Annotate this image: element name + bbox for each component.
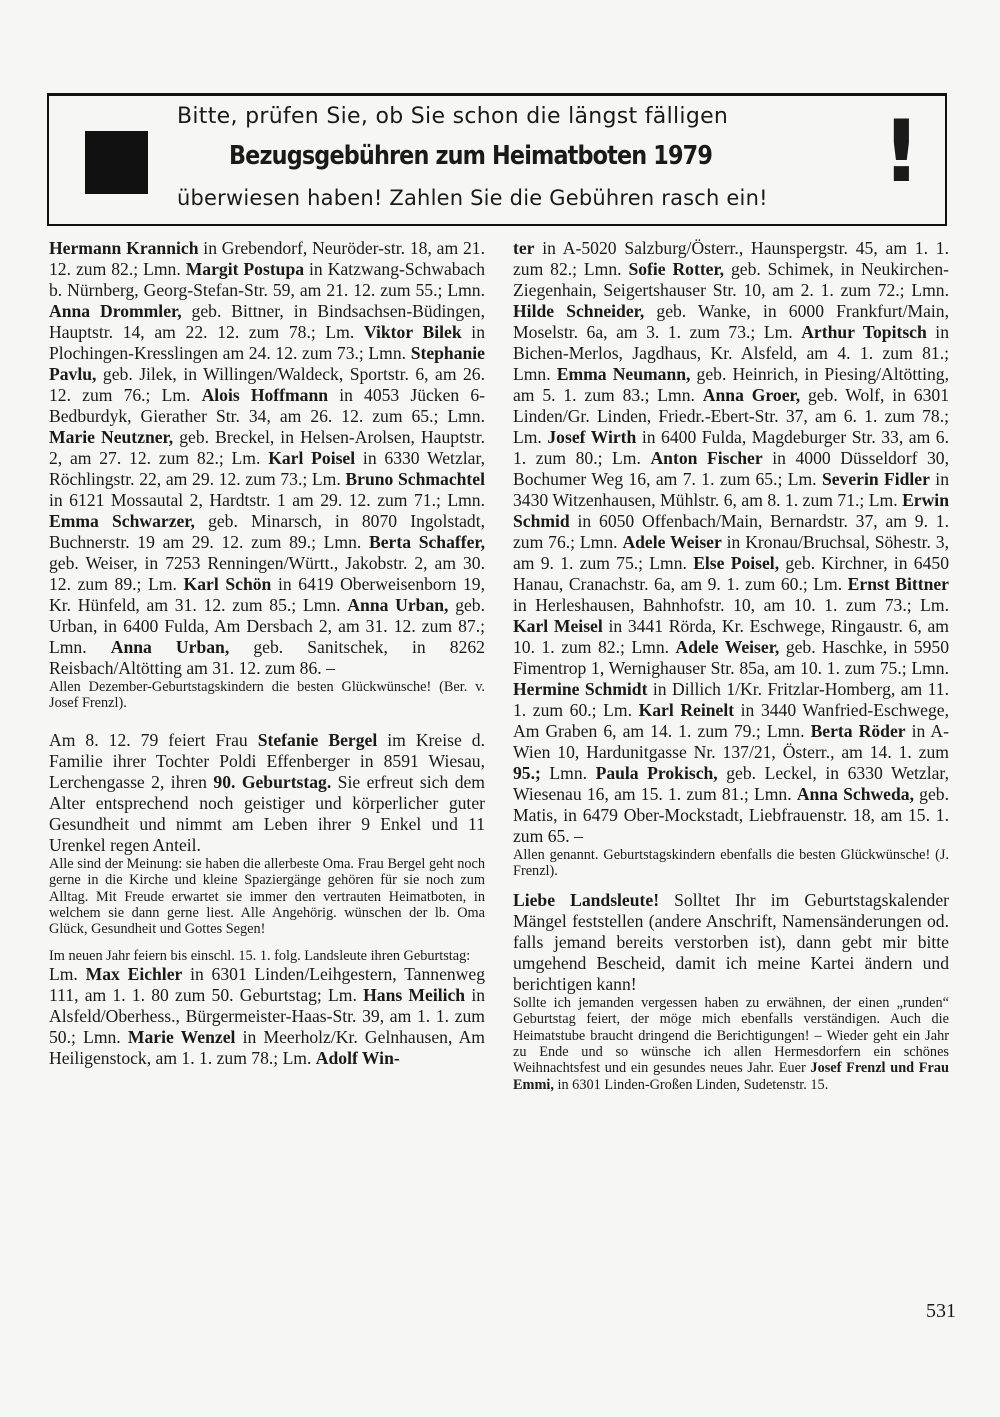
left-column: [49, 238, 485, 1069]
exclamation-mark: !: [881, 102, 921, 202]
name-bold: Adele Weiser: [622, 532, 722, 552]
name-bold: Marie Wenzel: [127, 1027, 236, 1048]
name-bold: Josef Wirth: [547, 427, 637, 447]
name-bold: 90. Geburtstag.: [213, 771, 332, 792]
banner-headline: Bezugsgebühren zum Heimatboten 1979: [229, 141, 713, 171]
name-bold: Hermine Schmidt: [513, 679, 648, 699]
name-bold: Sofie Rotter,: [628, 259, 725, 279]
name-bold: Hilde Schneider,: [513, 301, 645, 321]
name-bold: Max Eichler: [85, 964, 183, 985]
name-bold: Anna Drommler,: [49, 301, 182, 321]
closing-note: Sollte ich jemanden vergessen haben zu erwähnen, der einen „runden“ Geburtstag feiert, der möge mich ebenfalls verständigen. Auch die Heimatstube braucht dringend die Berichtigungen! – Wieder geht ein Jahr zu Ende und so wünsche ich allen Hermesdorfern ein schönes Weihnachtsfest und ein gesundes neues Jahr. Euer Josef Frenzl und Frau Emmi, in 6301 Linden-Großen Linden, Sudetenstr. 15.: [513, 994, 949, 1093]
black-square-mark: [85, 131, 148, 194]
bergel-note: Alle sind der Meinung: sie haben die allerbeste Oma. Frau Bergel geht noch gerne in die Kirche und kleine Spaziergänge gehören für sie noch zum Alltag. Mit Freude erwartet sie immer den vertrauten Heimatboten, in welchem sie dann gerne liest. Alle Angehörig. wünschen der lb. Oma Glück, Gesundheit und Gottes Segen!: [49, 855, 485, 938]
name-bold: Emma Neumann,: [556, 364, 691, 384]
name-bold: Arthur Topitsch: [801, 322, 927, 342]
name-bold: Liebe Landsleute!: [513, 889, 660, 910]
banner-line-1: Bitte, prüfen Sie, ob Sie schon die längst fälligen: [177, 104, 729, 129]
name-bold: Anna Urban,: [110, 637, 230, 657]
name-bold: 95.;: [513, 763, 541, 783]
name-bold: Margit Postupa: [185, 259, 305, 279]
name-bold: Stephanie Pavlu,: [49, 343, 485, 384]
name-bold: Bruno Schmachtel: [345, 469, 485, 489]
december-greeting-note: Allen Dezember-Geburtstagskindern die besten Glückwünsche! (Ber. v. Josef Frenzl).: [49, 679, 485, 712]
name-bold: Josef Frenzl und Frau Emmi,: [513, 1060, 949, 1093]
banner-line-3: überwiesen haben! Zahlen Sie die Gebühren rasch ein!: [177, 186, 768, 210]
name-bold: Emma Schwarzer,: [49, 511, 195, 531]
name-bold: Marie Neutzner,: [49, 427, 174, 447]
appeal-to-countrymen: Liebe Landsleute! Solltet Ihr im Geburtstagskalender Mängel feststellen (andere Anschrift, Namensänderungen od. falls jemand bereits verstorben ist), dann gebt mir bitte umgehend Bescheid, damit ich meine Kartei ändern und berichtigen kann!: [513, 889, 949, 994]
name-bold: Anton Fischer: [650, 448, 763, 468]
name-bold: Karl Schön: [183, 574, 272, 594]
name-bold: Erwin Schmid: [513, 490, 949, 531]
name-bold: Severin Fidler: [821, 469, 930, 489]
name-bold: Berta Schaffer,: [369, 532, 486, 552]
january-greeting-note: Allen genannt. Geburtstagskindern ebenfalls die besten Glückwünsche! (J. Frenzl).: [513, 847, 949, 880]
birthday-list-december: Hermann Krannich in Grebendorf, Neuröder-str. 18, am 21. 12. zum 82.; Lmn. Margit Postupa in Katzwang-Schwabach b. Nürnberg, Georg-Stefan-Str. 59, am 21. 12. zum 55.; Lmn. Anna Drommler, geb. Bittner, in Bindsachsen-Büdingen, Hauptstr. 14, am 22. 12. zum 78.; Lm. Viktor Bilek in Plochingen-Kresslingen am 24. 12. zum 73.; Lmn. Stephanie Pavlu, geb. Jilek, in Willingen/Waldeck, Sportstr. 6, am 26. 12. zum 76.; Lm. Alois Hoffmann in 4053 Jücken 6-Bedburdyk, Gierather Str. 34, am 26. 12. zum 65.; Lmn. Marie Neutzner, geb. Breckel, in Helsen-Arolsen, Hauptstr. 2, am 27. 12. zum 82.; Lm. Karl Poisel in 6330 Wetzlar, Röchlingstr. 22, am 29. 12. zum 73.; Lm. Bruno Schmachtel in 6121 Mossautal 2, Hardtstr. 1 am 29. 12. zum 71.; Lmn. Emma Schwarzer, geb. Minarsch, in 8070 Ingolstadt, Buchnerstr. 19 am 29. 12. zum 89.; Lmn. Berta Schaffer, geb. Weiser, in 7253 Renningen/Württ., Jakobstr. 2, am 30. 12. zum 89.; Lm. Karl Schön in 6419 Oberweisenborn 19, Kr. Hünfeld, am 31. 12. zum 85.; Lmn. Anna Urban, geb. Urban, in 6400 Fulda, Am Dersbach 2, am 31. 12. zum 87.; Lmn. Anna Urban, geb. Sanitschek, in 8262 Reisbach/Altötting am 31. 12. zum 86. –: [49, 238, 486, 678]
name-bold: Hermann Krannich: [49, 238, 199, 258]
name-bold: Anna Urban,: [347, 595, 449, 615]
name-bold: ter: [513, 238, 535, 258]
january-intro: Im neuen Jahr feiern bis einschl. 15. 1. folg. Landsleute ihren Geburtstag:: [49, 947, 471, 964]
name-bold: Else Poisel,: [693, 553, 780, 573]
page-number: 531: [926, 1300, 956, 1322]
name-bold: Alois Hoffmann: [201, 385, 329, 405]
name-bold: Adele Weiser,: [675, 637, 780, 657]
right-column: [513, 238, 949, 1093]
birthday-list-january: ter in A-5020 Salzburg/Österr., Haunspergstr. 45, am 1. 1. zum 82.; Lmn. Sofie Rotter, geb. Schimek, in Neukirchen-Ziegenhain, Seigertshauser Str. 10, am 2. 1. zum 72.; Lmn. Hilde Schneider, geb. Wanke, in 6000 Frankfurt/Main, Moselstr. 6a, am 3. 1. zum 73.; Lm. Arthur Topitsch in Bichen-Merlos, Jagdhaus, Kr. Alsfeld, am 4. 1. zum 81.; Lmn. Emma Neumann, geb. Heinrich, in Piesing/Altötting, am 5. 1. zum 83.; Lmn. Anna Groer, geb. Wolf, in 6301 Linden/Gr. Linden, Friedr.-Ebert-Str. 37, am 6. 1. zum 78.; Lm. Josef Wirth in 6400 Fulda, Magdeburger Str. 33, am 6. 1. zum 80.; Lm. Anton Fischer in 4000 Düsseldorf 30, Bochumer Weg 16, am 7. 1. zum 65.; Lm. Severin Fidler in 3430 Witzenhausen, Mühlstr. 6, am 8. 1. zum 71.; Lm. Erwin Schmid in 6050 Offenbach/Main, Bernardstr. 37, am 9. 1. zum 76.; Lmn. Adele Weiser in Kronau/Bruchsal, Söhestr. 3, am 9. 1. zum 75.; Lmn. Else Poisel, geb. Kirchner, in 6450 Hanau, Cranachstr. 6a, am 9. 1. zum 60.; Lm. Ernst Bittner in Herleshausen, Bahnhofstr. 10, am 10. 1. zum 73.; Lm. Karl Meisel in 3441 Rörda, Kr. Eschwege, Ringaustr. 6, am 10. 1. zum 82.; Lmn. Adele Weiser, geb. Haschke, in 5950 Fimentrop 1, Wernighauser Str. 85a, am 10. 1. zum 75.; Lmn. Hermine Schmidt in Dillich 1/Kr. Fritzlar-Homberg, am 11. 1. zum 60.; Lm. Karl Reinelt in 3440 Wanfried-Eschwege, Am Graben 6, am 14. 1. zum 79.; Lmn. Berta Röder in A-Wien 10, Hardunitgasse Nr. 137/21, Österr., am 14. 1. zum 95.; Lmn. Paula Prokisch, geb. Leckel, in 6330 Wetzlar, Wiesenau 16, am 15. 1. zum 81.; Lmn. Anna Schweda, geb. Matis, in 6479 Ober-Mockstadt, Liebfrauenstr. 18, am 15. 1. zum 65. –: [513, 238, 950, 846]
name-bold: Karl Poisel: [268, 448, 356, 468]
name-bold: Adolf Win-: [315, 1048, 400, 1069]
name-bold: Ernst Bittner: [847, 574, 949, 594]
subscription-banner: [47, 93, 947, 226]
name-bold: Hans Meilich: [363, 985, 466, 1006]
name-bold: Paula Prokisch,: [595, 763, 718, 783]
name-bold: Karl Meisel: [513, 616, 603, 636]
bergel-birthday-article: Am 8. 12. 79 feiert Frau Stefanie Bergel im Kreise d. Familie ihrer Tochter Poldi Effenberger in 8591 Wiesau, Lerchengasse 2, ihren 90. Geburtstag. Sie erfreut sich dem Alter entsprechend noch geistiger und körperlicher guter Gesundheit und nimmt am Leben ihrer 9 Enkel und 11 Urenkel regen Anteil.: [49, 729, 485, 855]
name-bold: Karl Reinelt: [638, 700, 735, 720]
name-bold: Stefanie Bergel: [257, 729, 378, 750]
name-bold: Anna Schweda,: [796, 784, 914, 804]
name-bold: Viktor Bilek: [363, 322, 462, 342]
name-bold: Anna Groer,: [702, 385, 801, 405]
birthday-list-january-start: Lm. Max Eichler in 6301 Linden/Leihgestern, Tannenweg 111, am 1. 1. 80 zum 50. Geburtstag; Lm. Hans Meilich in Alsfeld/Oberhess., Bürgermeister-Haas-Str. 39, am 1. 1. zum 50.; Lmn. Marie Wenzel in Meerholz/Kr. Gelnhausen, Am Heiligenstock, am 1. 1. zum 78.; Lm. Adolf Win-: [49, 964, 486, 1069]
name-bold: Berta Röder: [810, 721, 906, 741]
